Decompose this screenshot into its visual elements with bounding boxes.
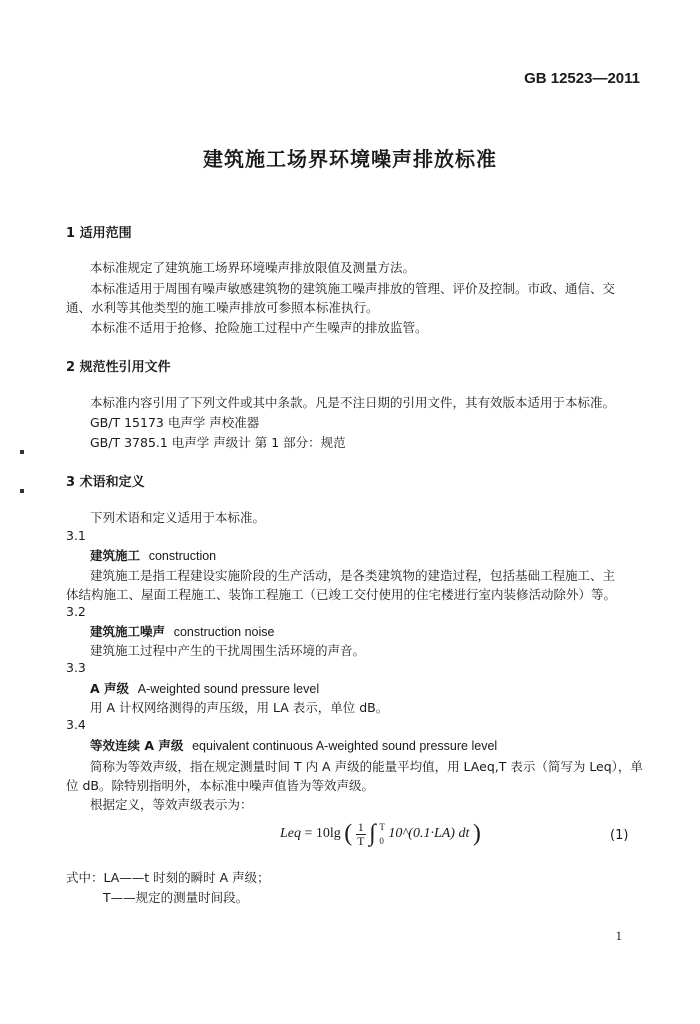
section-1-heading: 1 适用范围: [66, 226, 132, 241]
term-en: construction noise: [173, 625, 275, 639]
where-line-2: T——规定的测量时间段。: [103, 890, 249, 905]
term-en: construction: [148, 549, 217, 563]
equation: [280, 820, 481, 848]
equation-fraction: [356, 821, 366, 848]
equation-number: (1): [610, 828, 629, 843]
section-1-paragraph-1: 本标准规定了建筑施工场界环境噪声排放限值及测量方法。: [90, 260, 416, 275]
term-definition: 根据定义，等效声级表示为：: [90, 797, 253, 812]
term-cn: 建筑施工: [90, 548, 141, 563]
reference-1: GB/T 15173 电声学 声校准器: [90, 415, 260, 430]
margin-mark: [20, 450, 24, 454]
section-1-paragraph-2b: 通、水利等其他类型的施工噪声排放可参照本标准执行。: [66, 300, 379, 315]
term-number: 3.3: [66, 660, 86, 675]
term-title: [90, 546, 216, 564]
reference-2: GB/T 3785.1 电声学 声级计 第 1 部分：规范: [90, 435, 346, 450]
term-title: [90, 622, 275, 640]
term-definition: 建筑施工过程中产生的干扰周围生活环境的声音。: [90, 643, 366, 658]
section-1-paragraph-2a: 本标准适用于周围有噪声敏感建筑物的建筑施工噪声排放的管理、评价及控制。市政、通信、交: [90, 281, 616, 296]
section-3-heading: 3 术语和定义: [66, 475, 145, 490]
section-2-heading: 2 规范性引用文件: [66, 360, 171, 375]
integral-upper: T: [379, 822, 385, 832]
term-definition: 位 dB。除特别指明外，本标准中噪声值皆为等效声级。: [66, 778, 374, 793]
right-paren-icon: ): [472, 820, 481, 847]
page-number: 1: [615, 928, 622, 943]
term-title: [90, 736, 497, 754]
term-en: equivalent continuous A-weighted sound pressure level: [192, 739, 498, 753]
term-definition: 建筑施工是指工程建设实施阶段的生产活动，是各类建筑物的建造过程，包括基础工程施工、主: [90, 568, 616, 583]
integral-lower: 0: [379, 836, 384, 846]
section-1-paragraph-3: 本标准不适用于抢修、抢险施工过程中产生噪声的排放监管。: [90, 320, 428, 335]
fraction-denominator: T: [357, 833, 365, 848]
where-line-1: 式中：LA——t 时刻的瞬时 A 声级；: [66, 870, 270, 885]
integral-icon: ∫: [369, 820, 376, 847]
term-title: [90, 679, 319, 697]
fraction-numerator: 1: [357, 819, 364, 834]
term-number: 3.1: [66, 528, 86, 543]
document-title: 建筑施工场界环境噪声排放标准: [203, 147, 497, 171]
term-number: 3.2: [66, 604, 86, 619]
margin-mark: [20, 489, 24, 493]
term-definition: 体结构施工、屋面工程施工、装饰工程施工（已竣工交付使用的住宅楼进行室内装修活动除外）等。: [66, 587, 617, 602]
section-2-paragraph-1: 本标准内容引用了下列文件或其中条款。凡是不注日期的引用文件，其有效版本适用于本标准。: [90, 395, 616, 410]
equation-lhs: Leq: [280, 826, 301, 842]
term-cn: 建筑施工噪声: [90, 624, 166, 639]
standard-code: GB 12523—2011: [524, 70, 640, 87]
term-definition: 用 A 计权网络测得的声压级，用 LA 表示，单位 dB。: [90, 700, 389, 715]
term-cn: 等效连续 A 声级: [90, 738, 184, 753]
term-definition: 简称为等效声级，指在规定测量时间 T 内 A 声级的能量平均值，用 LAeq,T 表示（简写为 Leq），单: [90, 759, 643, 774]
section-3-intro: 下列术语和定义适用于本标准。: [90, 510, 266, 525]
term-en: A-weighted sound pressure level: [137, 682, 320, 696]
equation-integrand: 10^(0.1·LA) dt: [388, 826, 470, 842]
left-paren-icon: (: [344, 820, 353, 847]
equation-operator: = 10lg: [304, 826, 341, 842]
term-cn: A 声级: [90, 681, 130, 696]
term-number: 3.4: [66, 717, 86, 732]
